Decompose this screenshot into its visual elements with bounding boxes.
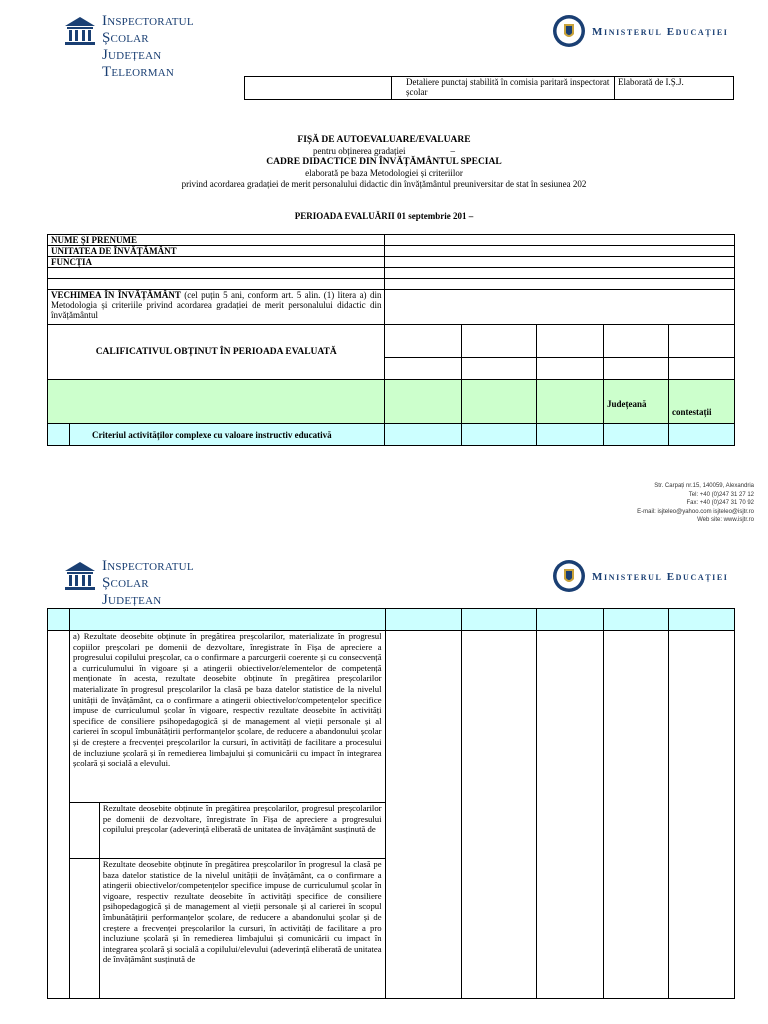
criterion-title: Criteriul activităților complexe cu valoare instructiv educativă: [69, 424, 385, 446]
document-title: [0, 135, 768, 190]
detail-cell: Detaliere punctaj stabilită în comisia paritară inspectorat școlar: [392, 77, 615, 100]
criterion-a2-text: Rezultate deosebite obținute în pregătirea preșcolarilor în progresul la clasă pe baza datelor statistice de la nivelul unității de învățământ, ca o confirmare a atingerii obiectivelor/competențelor specifice impuse de curriculumul școlar în vigoare, respectiv rezultate deosebite în activități specifice de consiliere psihopedagogică și de management al vieții personale și al carierei în scopul îmbunătățirii performanțelor școlare, de reducere a abandonului școlar și de creștere a frecvenței preșcolarilor la cursuri, în activități de facilitare a pro incluziune școlară și în remedierea limbajului și comunicării cu impact în integrarea școlară și socială a copilului/elevului (adeverință eliberată de unitatea de învățământ susținută de: [99, 859, 385, 999]
footer-address: Str. Carpați nr.15, 140059, Alexandria: [654, 483, 754, 489]
qual-cell[interactable]: [462, 325, 537, 358]
cyan-cell: [48, 609, 70, 631]
header-table: [244, 76, 734, 100]
isj-logo: [64, 12, 234, 80]
seniority-label: [48, 290, 385, 325]
name-value[interactable]: [385, 235, 735, 246]
title-line5: privind acordarea gradației de merit personalului didactic din învățământul preuniversitar de stat în sesiunea 202: [181, 179, 587, 189]
unit-value[interactable]: [385, 246, 735, 257]
title-line2: pentru obținerea gradației –: [313, 146, 455, 156]
isj-name-line1: Inspectoratul Școlar: [102, 558, 194, 591]
green-header-cell: [537, 380, 604, 424]
score-cell[interactable]: [669, 631, 735, 999]
seniority-title: VECHIMEA ÎN ÎNVĂȚĂMÂNT: [51, 290, 181, 300]
cyan-cell: [462, 424, 537, 446]
cyan-cell: [604, 424, 669, 446]
title-line4: elaborată pe baza Metodologiei și criteriilor: [305, 168, 463, 178]
cyan-cell: [537, 424, 604, 446]
seniority-text: (cel puțin 5 ani, conform art. 5 alin. (1) litera a) din Metodologia și criteriile privind acordarea gradației de merit personalului didactic din învățământul: [51, 290, 382, 320]
qual-cell[interactable]: [385, 358, 462, 380]
score-cell[interactable]: [604, 631, 669, 999]
isj-name-line2: Județean Teleorman: [102, 592, 175, 625]
elaborated-cell: Elaborată de I.Ș.J.: [615, 77, 734, 100]
score-cell[interactable]: [462, 631, 537, 999]
cyan-cell: [48, 424, 70, 446]
ministry-logo: [552, 557, 762, 599]
footer-web: Web site: www.isjtr.ro: [697, 517, 754, 523]
footer-tel: Tel: +40 (0)247 31 27 12: [688, 491, 754, 498]
blank-row: [48, 279, 385, 290]
ministry-seal-icon: [552, 14, 586, 48]
criterion-a-text: a) Rezultate deosebite obținute în pregătirea preșcolarilor, materializate în progresul copiilor preșcolari pe domenii de dezvoltare, înregistrate în Fișa de apreciere a progresului copilului preșcolar, ca o confirmare a parcurgerii coerente și cu consecvență a curriculumului în vigoare și a atingerii obiectivelor/elementelor de competență menționate în acesta, rezultate deosebite obținute în pregătirea preșcolarilor materializate în progresul preșcolarilor la clasă pe baza datelor statistice de la nivelul unității de învățământ, ca o confirmare a atingerii obiectivelor/competențelor specifice impuse de curriculumul școlar în vigoare, respectiv rezultate deosebite în activități specifice de consiliere psihopedagogică și de management al vieții personale și al carierei în scopul îmbunătățirii performanțelor școlare, de reducere a abandonului școlar și de creștere a frecvenței preșcolarilor la cursuri, în activități de facilitare a procesului de incluziune școlară și în remedierea limbajului și comunicării cu impact în integrarea școlară și socială a elevului.: [69, 631, 385, 803]
qual-cell[interactable]: [669, 358, 735, 380]
qual-cell[interactable]: [537, 325, 604, 358]
blank-value: [385, 268, 735, 279]
name-label: NUME ȘI PRENUME: [48, 235, 385, 246]
criterion-a1-text: Rezultate deosebite obținute în pregătirea preșcolarilor, progresul preșcolarilor pe domenii de dezvoltare, înregistrate în Fișa de apreciere a progresului copilului preșcolar (adeverință eliberată de unitatea de învățământ susținută de: [99, 803, 385, 859]
unit-label: UNITATEA DE ÎNVĂȚĂMÂNT: [48, 246, 385, 257]
cyan-cell: [669, 424, 735, 446]
function-value[interactable]: [385, 257, 735, 268]
index-cell: [48, 631, 70, 999]
green-header-cell: [385, 380, 462, 424]
cyan-cell: [537, 609, 604, 631]
appeals-header: contestații: [669, 380, 735, 424]
contact-footer: [637, 482, 754, 525]
footer-email: E-mail: isjteleo@yahoo.com isjteleo@isjtr.ro: [637, 508, 754, 515]
qual-cell[interactable]: [604, 325, 669, 358]
temple-icon: [64, 16, 96, 46]
qualification-label: CALIFICATIVUL OBȚINUT ÎN PERIOADA EVALUATĂ: [48, 325, 385, 380]
county-header: Județeană: [604, 380, 669, 424]
cyan-cell: [669, 609, 735, 631]
evaluation-table: [47, 234, 735, 446]
criteria-table: [47, 608, 735, 999]
cyan-cell: [462, 609, 537, 631]
blank-row: [48, 268, 385, 279]
sub-index-cell: [69, 803, 99, 859]
qual-cell[interactable]: [669, 325, 735, 358]
function-label: FUNCȚIA: [48, 257, 385, 268]
qual-cell[interactable]: [537, 358, 604, 380]
ministry-name: Ministerul Educației: [592, 571, 729, 583]
empty-cell: [245, 77, 392, 100]
footer-fax: Fax: +40 (0)247 31 70 92: [686, 500, 754, 506]
cyan-cell: [385, 424, 462, 446]
blank-value: [385, 279, 735, 290]
qual-cell[interactable]: [604, 358, 669, 380]
temple-icon: [64, 561, 96, 591]
cyan-cell: [604, 609, 669, 631]
evaluation-period: PERIOADA EVALUĂRII 01 septembrie 201 –: [294, 211, 474, 221]
ministry-seal-icon: [552, 559, 586, 593]
qual-cell[interactable]: [385, 325, 462, 358]
ministry-name: Ministerul Educației: [592, 26, 729, 38]
title-line3: CADRE DIDACTICE DIN ÎNVĂȚĂMÂNTUL SPECIAL: [266, 157, 502, 167]
cyan-cell: [69, 609, 385, 631]
title-line1: FIȘĂ DE AUTOEVALUARE/EVALUARE: [297, 135, 471, 145]
isj-name-line1: Inspectoratul Școlar: [102, 13, 194, 46]
cyan-cell: [385, 609, 462, 631]
green-header-cell: [48, 380, 385, 424]
score-cell[interactable]: [537, 631, 604, 999]
score-cell[interactable]: [385, 631, 462, 999]
isj-logo: [64, 557, 234, 625]
sub-index-cell: [69, 859, 99, 999]
isj-name-line2: Județean Teleorman: [102, 47, 175, 80]
ministry-logo: [552, 12, 762, 54]
green-header-cell: [462, 380, 537, 424]
qual-cell[interactable]: [462, 358, 537, 380]
seniority-value[interactable]: [385, 290, 735, 325]
